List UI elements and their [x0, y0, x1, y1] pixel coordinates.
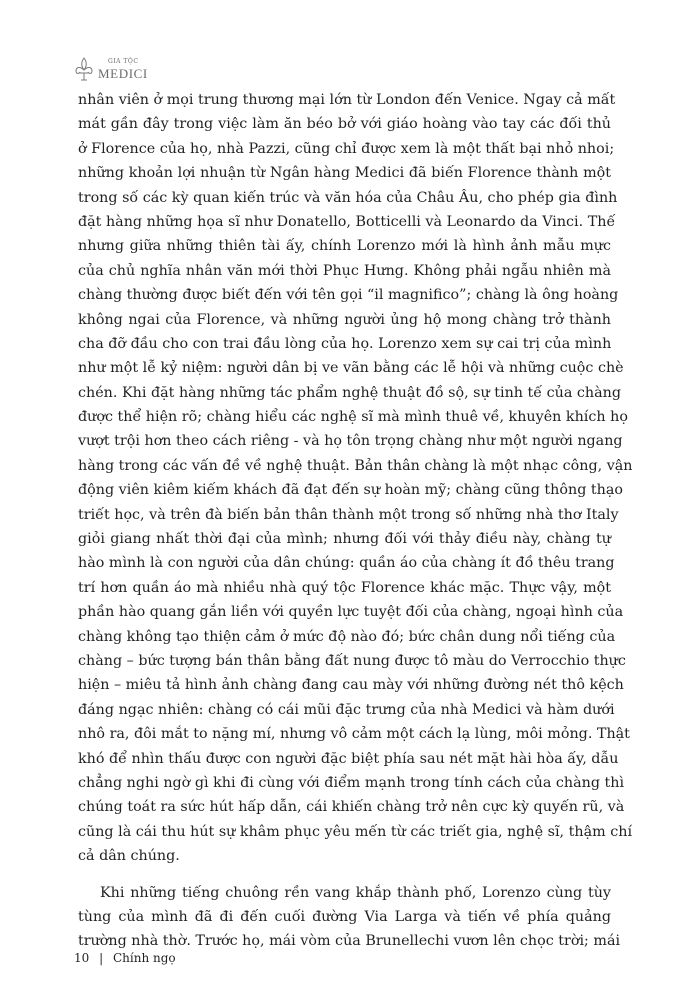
- text-line: nhưng giữa những thiên tài ấy, chính Lorenzo mới là hình ảnh mẫu mực: [78, 238, 611, 255]
- text-line: không ngai của Florence, và những người ủng hộ mong chàng trở thành: [78, 311, 611, 328]
- text-line: của chủ nghĩa nhân văn mới thời Phục Hưng. Không phải ngẫu nhiên mà: [78, 262, 611, 279]
- body-text: [78, 88, 633, 954]
- running-header: [74, 56, 148, 82]
- text-line: cha đỡ đầu cho con trai đầu lòng của họ. Lorenzo xem sự cai trị của mình: [78, 335, 612, 352]
- brand-subtitle: GIA TỘC: [108, 57, 139, 65]
- text-line: đặt hàng những họa sĩ như Donatello, Botticelli và Leonardo da Vinci. Thế: [78, 213, 616, 230]
- text-line: hiện – miêu tả hình ảnh chàng đang cau mày với những đường nét thô kệch: [78, 677, 624, 694]
- text-line: mát gần đây trong việc làm ăn béo bở với giáo hoàng vào tay các đối thủ: [78, 116, 611, 133]
- page-footer: [74, 951, 176, 965]
- text-line: vượt trội hơn theo cách riêng - và họ tôn trọng chàng như một người ngang: [78, 433, 623, 450]
- text-line: những khoản lợi nhuận từ Ngân hàng Medici đã biến Florence thành một: [78, 165, 611, 182]
- text-line: trường nhà thờ. Trước họ, mái vòm của Brunellechi vươn lên chọc trời; mái: [78, 933, 621, 950]
- text-line: chúng toát ra sức hút hấp dẫn, cái khiến chàng trở nên cực kỳ quyến rũ, và: [78, 799, 625, 816]
- text-line: được thể hiện rõ; chàng hiểu các nghệ sĩ mà mình thuê về, khuyên khích họ: [78, 409, 628, 426]
- paragraph: [78, 881, 621, 954]
- text-line: chàng thường được biết đến với tên gọi “il magnifico”; chàng là ông hoàng: [78, 287, 619, 304]
- text-line: đáng ngạc nhiên: chàng có cái mũi đặc trưng của nhà Medici và hàm dưới: [78, 701, 615, 718]
- text-line: hàng trong các vấn đề về nghệ thuật. Bản thân chàng là một nhạc công, vận: [78, 457, 633, 474]
- text-line: ở Florence của họ, nhà Pazzi, cũng chỉ được xem là một thất bại nhỏ nhoi;: [78, 140, 615, 157]
- text-line: chén. Khi đặt hàng những tác phẩm nghệ thuật đồ sộ, sự tinh tế của chàng: [78, 384, 622, 401]
- text-line: nhân viên ở mọi trung thương mại lớn từ London đến Venice. Ngay cả mất: [78, 92, 616, 108]
- page-number: 10: [74, 951, 90, 965]
- text-line: khó để nhìn thấu được con người đặc biệt phía sau nét mặt hài hòa ấy, dẫu: [78, 750, 619, 767]
- text-line: nhô ra, đôi mắt to nặng mí, nhưng vô cảm một cách lạ lùng, môi mỏng. Thật: [78, 726, 630, 743]
- text-line: giỏi giang nhất thời đại của mình; nhưng đối với thảy điều này, chàng tự: [78, 531, 611, 548]
- footer-separator: |: [99, 951, 104, 965]
- text-line: hào mình là con người của dân chúng: quần áo của chàng ít đồ thêu trang: [78, 555, 615, 572]
- text-line: phần hào quang gắn liền với quyền lực tuyệt đối của chàng, ngoại hình của: [78, 604, 624, 621]
- text-line: động viên kiêm kiếm khách đã đạt đến sự hoàn mỹ; chàng cũng thông thạo: [78, 482, 623, 499]
- text-line: Khi những tiếng chuông rền vang khắp thành phố, Lorenzo cùng tùy: [100, 884, 611, 901]
- text-line: trong số các kỳ quan kiến trúc và văn hóa của Châu Âu, cho phép gia đình: [78, 189, 618, 206]
- text-line: triết học, và trên đà biến bản thân thành một trong số những nhà thơ Italy: [78, 506, 619, 523]
- paragraph: [78, 88, 633, 869]
- text-line: trí hơn quần áo mà nhiều nhà quý tộc Florence khác mặc. Thực vậy, một: [78, 579, 611, 596]
- text-line: tùng của mình đã đi đến cuối đường Via Larga và tiến về phía quảng: [78, 908, 611, 925]
- fleur-de-lis-icon: [74, 56, 94, 82]
- text-line: chàng không tạo thiện cảm ở mức độ nào đó; bức chân dung nổi tiếng của: [78, 628, 616, 645]
- brand-name: MEDICI: [98, 65, 148, 81]
- text-line: chàng – bức tượng bán thân bằng đất nung được tô màu do Verrocchio thực: [78, 652, 626, 669]
- section-title: Chính ngọ: [112, 951, 176, 965]
- text-line: như một lễ kỷ niệm: người dân bị ve vãn bằng các lễ hội và những cuộc chè: [78, 360, 624, 377]
- text-line: cả dân chúng.: [78, 848, 180, 865]
- text-line: cũng là cái thu hút sự khâm phục yêu mến từ các triết gia, nghệ sĩ, thậm chí: [78, 823, 633, 840]
- text-line: chẳng nghi ngờ gì khi đi cùng với điểm mạnh trong tính cách của chàng thì: [78, 774, 625, 791]
